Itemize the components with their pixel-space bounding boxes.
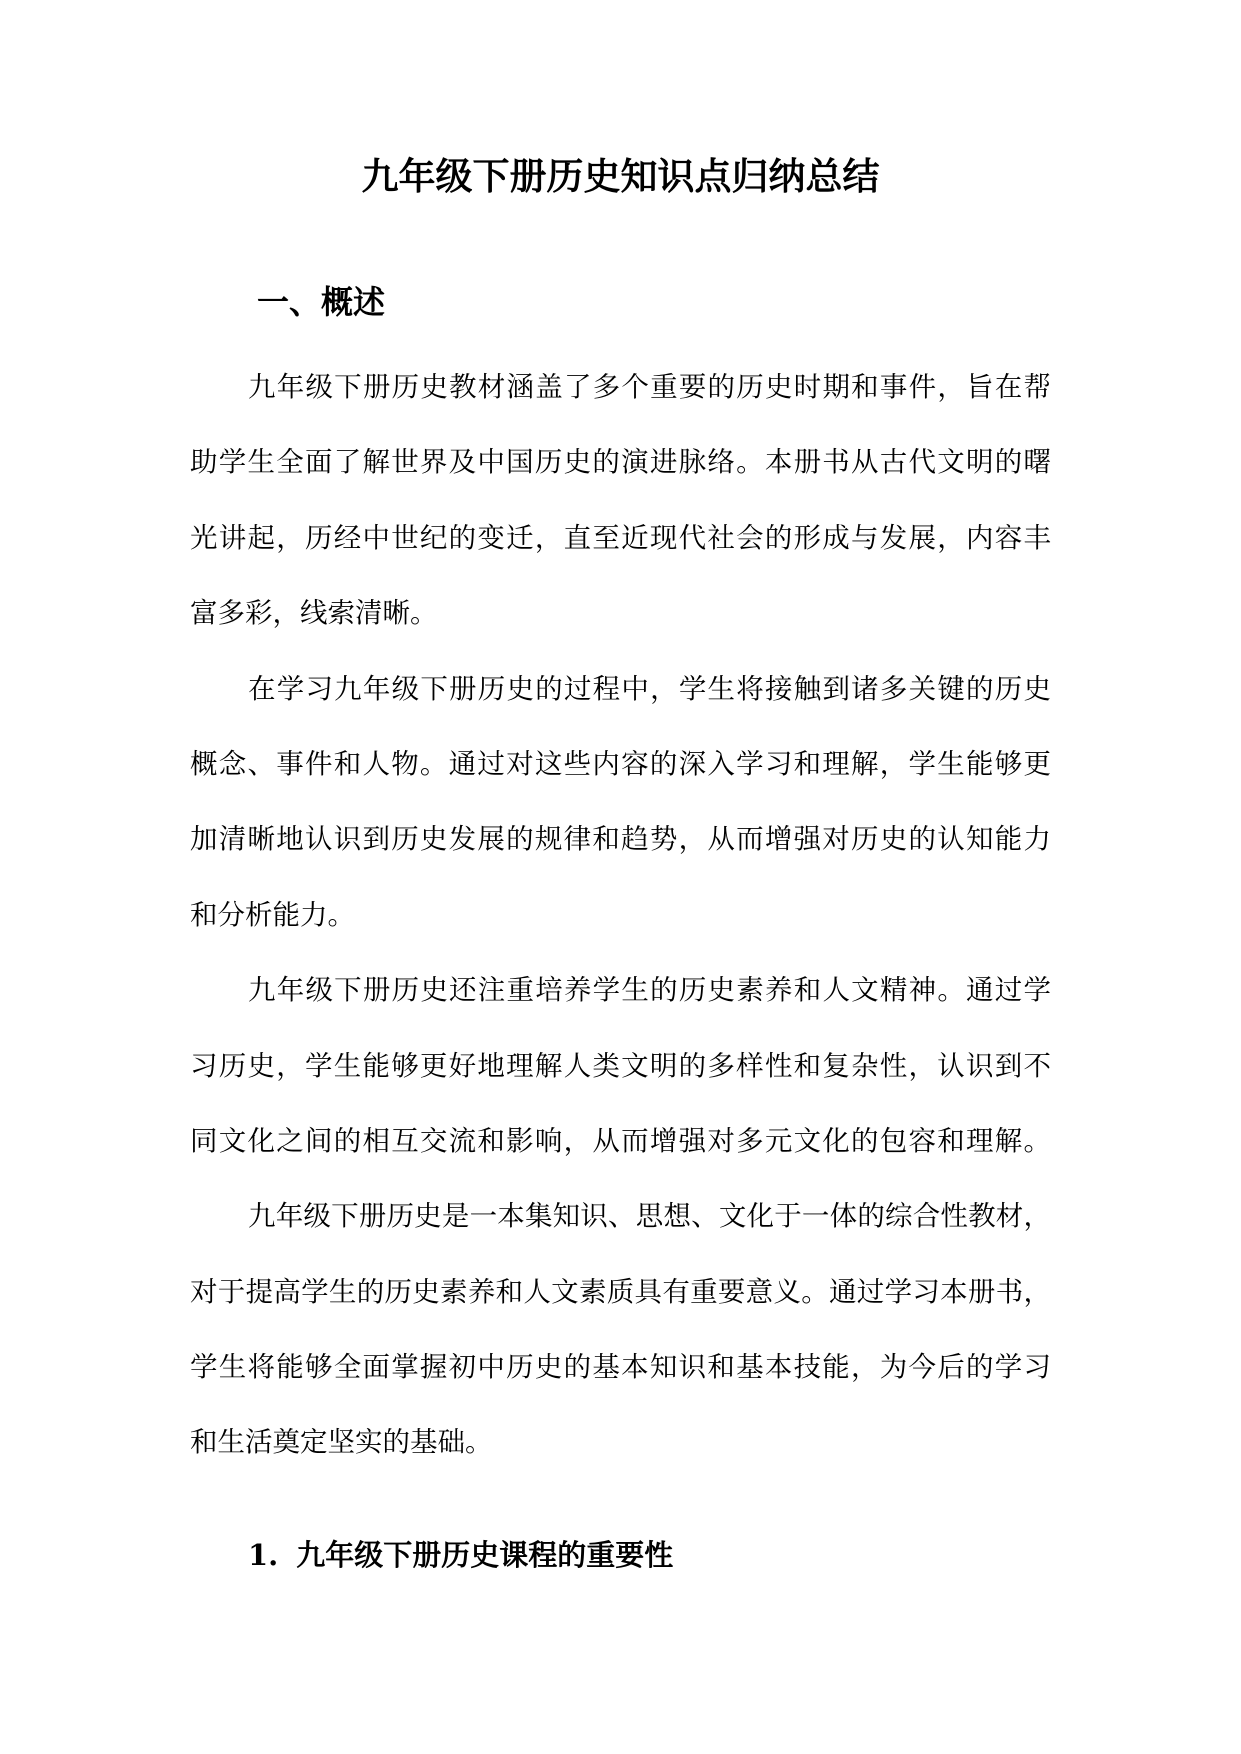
paragraph-line: 学生将能够全面掌握初中历史的基本知识和基本技能，为今后的学习 <box>190 1351 1051 1384</box>
paragraph-line: 概念、事件和人物。通过对这些内容的深入学习和理解，学生能够更 <box>190 747 1051 780</box>
subsection-number: 1. <box>248 1538 279 1572</box>
paragraph-line: 九年级下册历史教材涵盖了多个重要的历史时期和事件，旨在帮 <box>248 371 1051 403</box>
paragraph <box>190 652 1051 954</box>
paragraph <box>190 350 1051 652</box>
paragraph-line: 九年级下册历史是一本集知识、思想、文化于一体的综合性教材， <box>248 1200 1051 1233</box>
section-heading: 一、概述 <box>257 283 386 321</box>
paragraph-line: 富多彩，线索清晰。 <box>190 597 438 630</box>
paragraph <box>190 953 1051 1179</box>
subsection-title: 九年级下册历史课程的重要性 <box>296 1538 674 1572</box>
paragraph-line: 同文化之间的相互交流和影响，从而增强对多元文化的包容和理解。 <box>190 1124 1051 1157</box>
paragraph-line: 光讲起，历经中世纪的变迁，直至近现代社会的形成与发展，内容丰 <box>190 521 1051 554</box>
paragraph-line: 和分析能力。 <box>190 898 355 931</box>
paragraph-line: 和生活奠定坚实的基础。 <box>190 1426 493 1459</box>
section-body <box>190 350 1051 1481</box>
paragraph-line: 习历史，学生能够更好地理解人类文明的多样性和复杂性，认识到不 <box>190 1049 1051 1082</box>
paragraph-line: 在学习九年级下册历史的过程中，学生将接触到诸多关键的历史 <box>248 672 1051 705</box>
paragraph-line: 对于提高学生的历史素养和人文素质具有重要意义。通过学习本册书， <box>190 1275 1051 1308</box>
paragraph-line: 助学生全面了解世界及中国历史的演进脉络。本册书从古代文明的曙 <box>190 446 1051 479</box>
paragraph <box>190 1179 1051 1481</box>
paragraph-line: 加清晰地认识到历史发展的规律和趋势，从而增强对历史的认知能力 <box>190 823 1051 856</box>
subsection-heading <box>248 1530 673 1580</box>
document-title: 九年级下册历史知识点归纳总结 <box>361 154 880 198</box>
paragraph-line: 九年级下册历史还注重培养学生的历史素养和人文精神。通过学 <box>248 974 1051 1007</box>
